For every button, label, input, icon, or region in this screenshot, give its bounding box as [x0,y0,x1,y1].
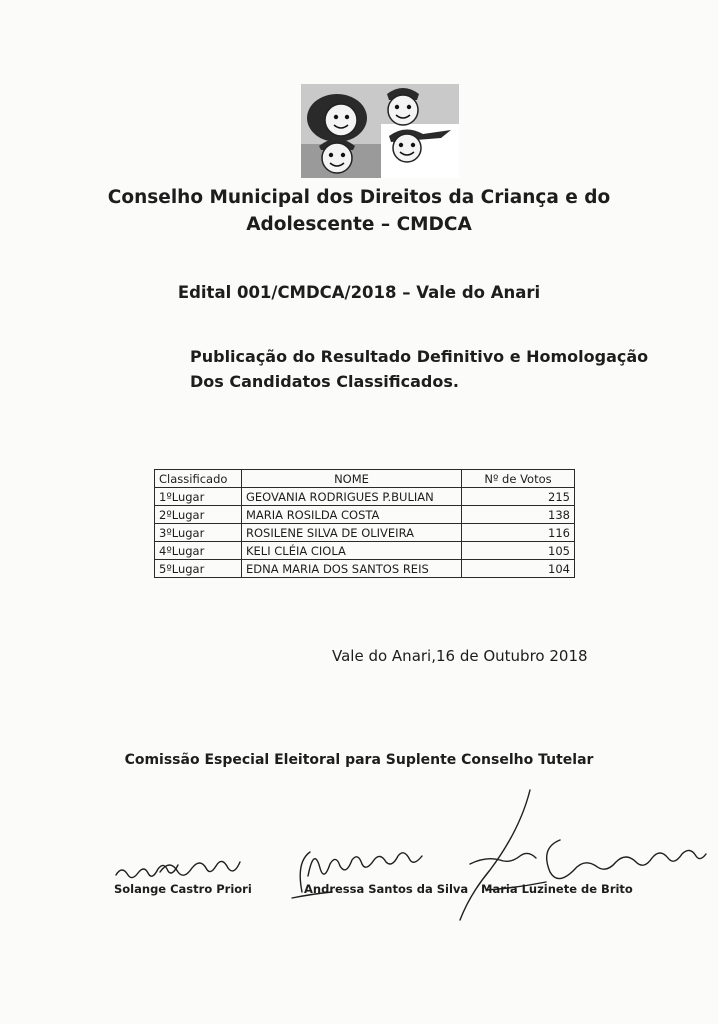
signatory-name-1: Solange Castro Priori [114,882,252,896]
header-votos: Nº de Votos [462,470,575,488]
header-nome: NOME [242,470,462,488]
date-line: Vale do Anari,16 de Outubro 2018 [332,647,588,665]
row-rank: 4ºLugar [155,542,242,560]
row-rank: 3ºLugar [155,524,242,542]
signatory-name-2: Andressa Santos da Silva [304,882,469,896]
table-row [155,488,575,506]
row-name: MARIA ROSILDA COSTA [242,506,462,524]
edital-heading: Edital 001/CMDCA/2018 – Vale do Anari [177,283,541,302]
row-votes: 138 [462,506,575,524]
row-rank: 5ºLugar [155,560,242,578]
publication-heading [190,344,648,394]
commission-heading: Comissão Especial Eleitoral para Suplente Conselho Tutelar [124,752,594,768]
results-table [154,469,575,578]
row-name: EDNA MARIA DOS SANTOS REIS [242,560,462,578]
organization-title-line2: Adolescente – CMDCA [246,214,472,235]
row-rank: 2ºLugar [155,506,242,524]
row-name: KELI CLÉIA CIOLA [242,542,462,560]
children-faces-logo [301,84,459,178]
organization-title [0,184,718,238]
table-row [155,506,575,524]
results-table-header [155,470,575,488]
signatory-name-3: Maria Luzinete de Brito [481,882,633,896]
header-classificado: Classificado [155,470,242,488]
row-votes: 104 [462,560,575,578]
table-row [155,524,575,542]
table-row [155,560,575,578]
row-votes: 215 [462,488,575,506]
row-name: GEOVANIA RODRIGUES P.BULIAN [242,488,462,506]
publication-line1: Publicação do Resultado Definitivo e Homologação [190,347,649,366]
organization-title-line1: Conselho Municipal dos Direitos da Criança e do [107,187,611,208]
row-votes: 116 [462,524,575,542]
publication-line2: Dos Candidatos Classificados. [190,372,459,391]
row-votes: 105 [462,542,575,560]
row-name: ROSILENE SILVA DE OLIVEIRA [242,524,462,542]
table-row [155,542,575,560]
handwritten-signature [0,780,718,940]
row-rank: 1ºLugar [155,488,242,506]
